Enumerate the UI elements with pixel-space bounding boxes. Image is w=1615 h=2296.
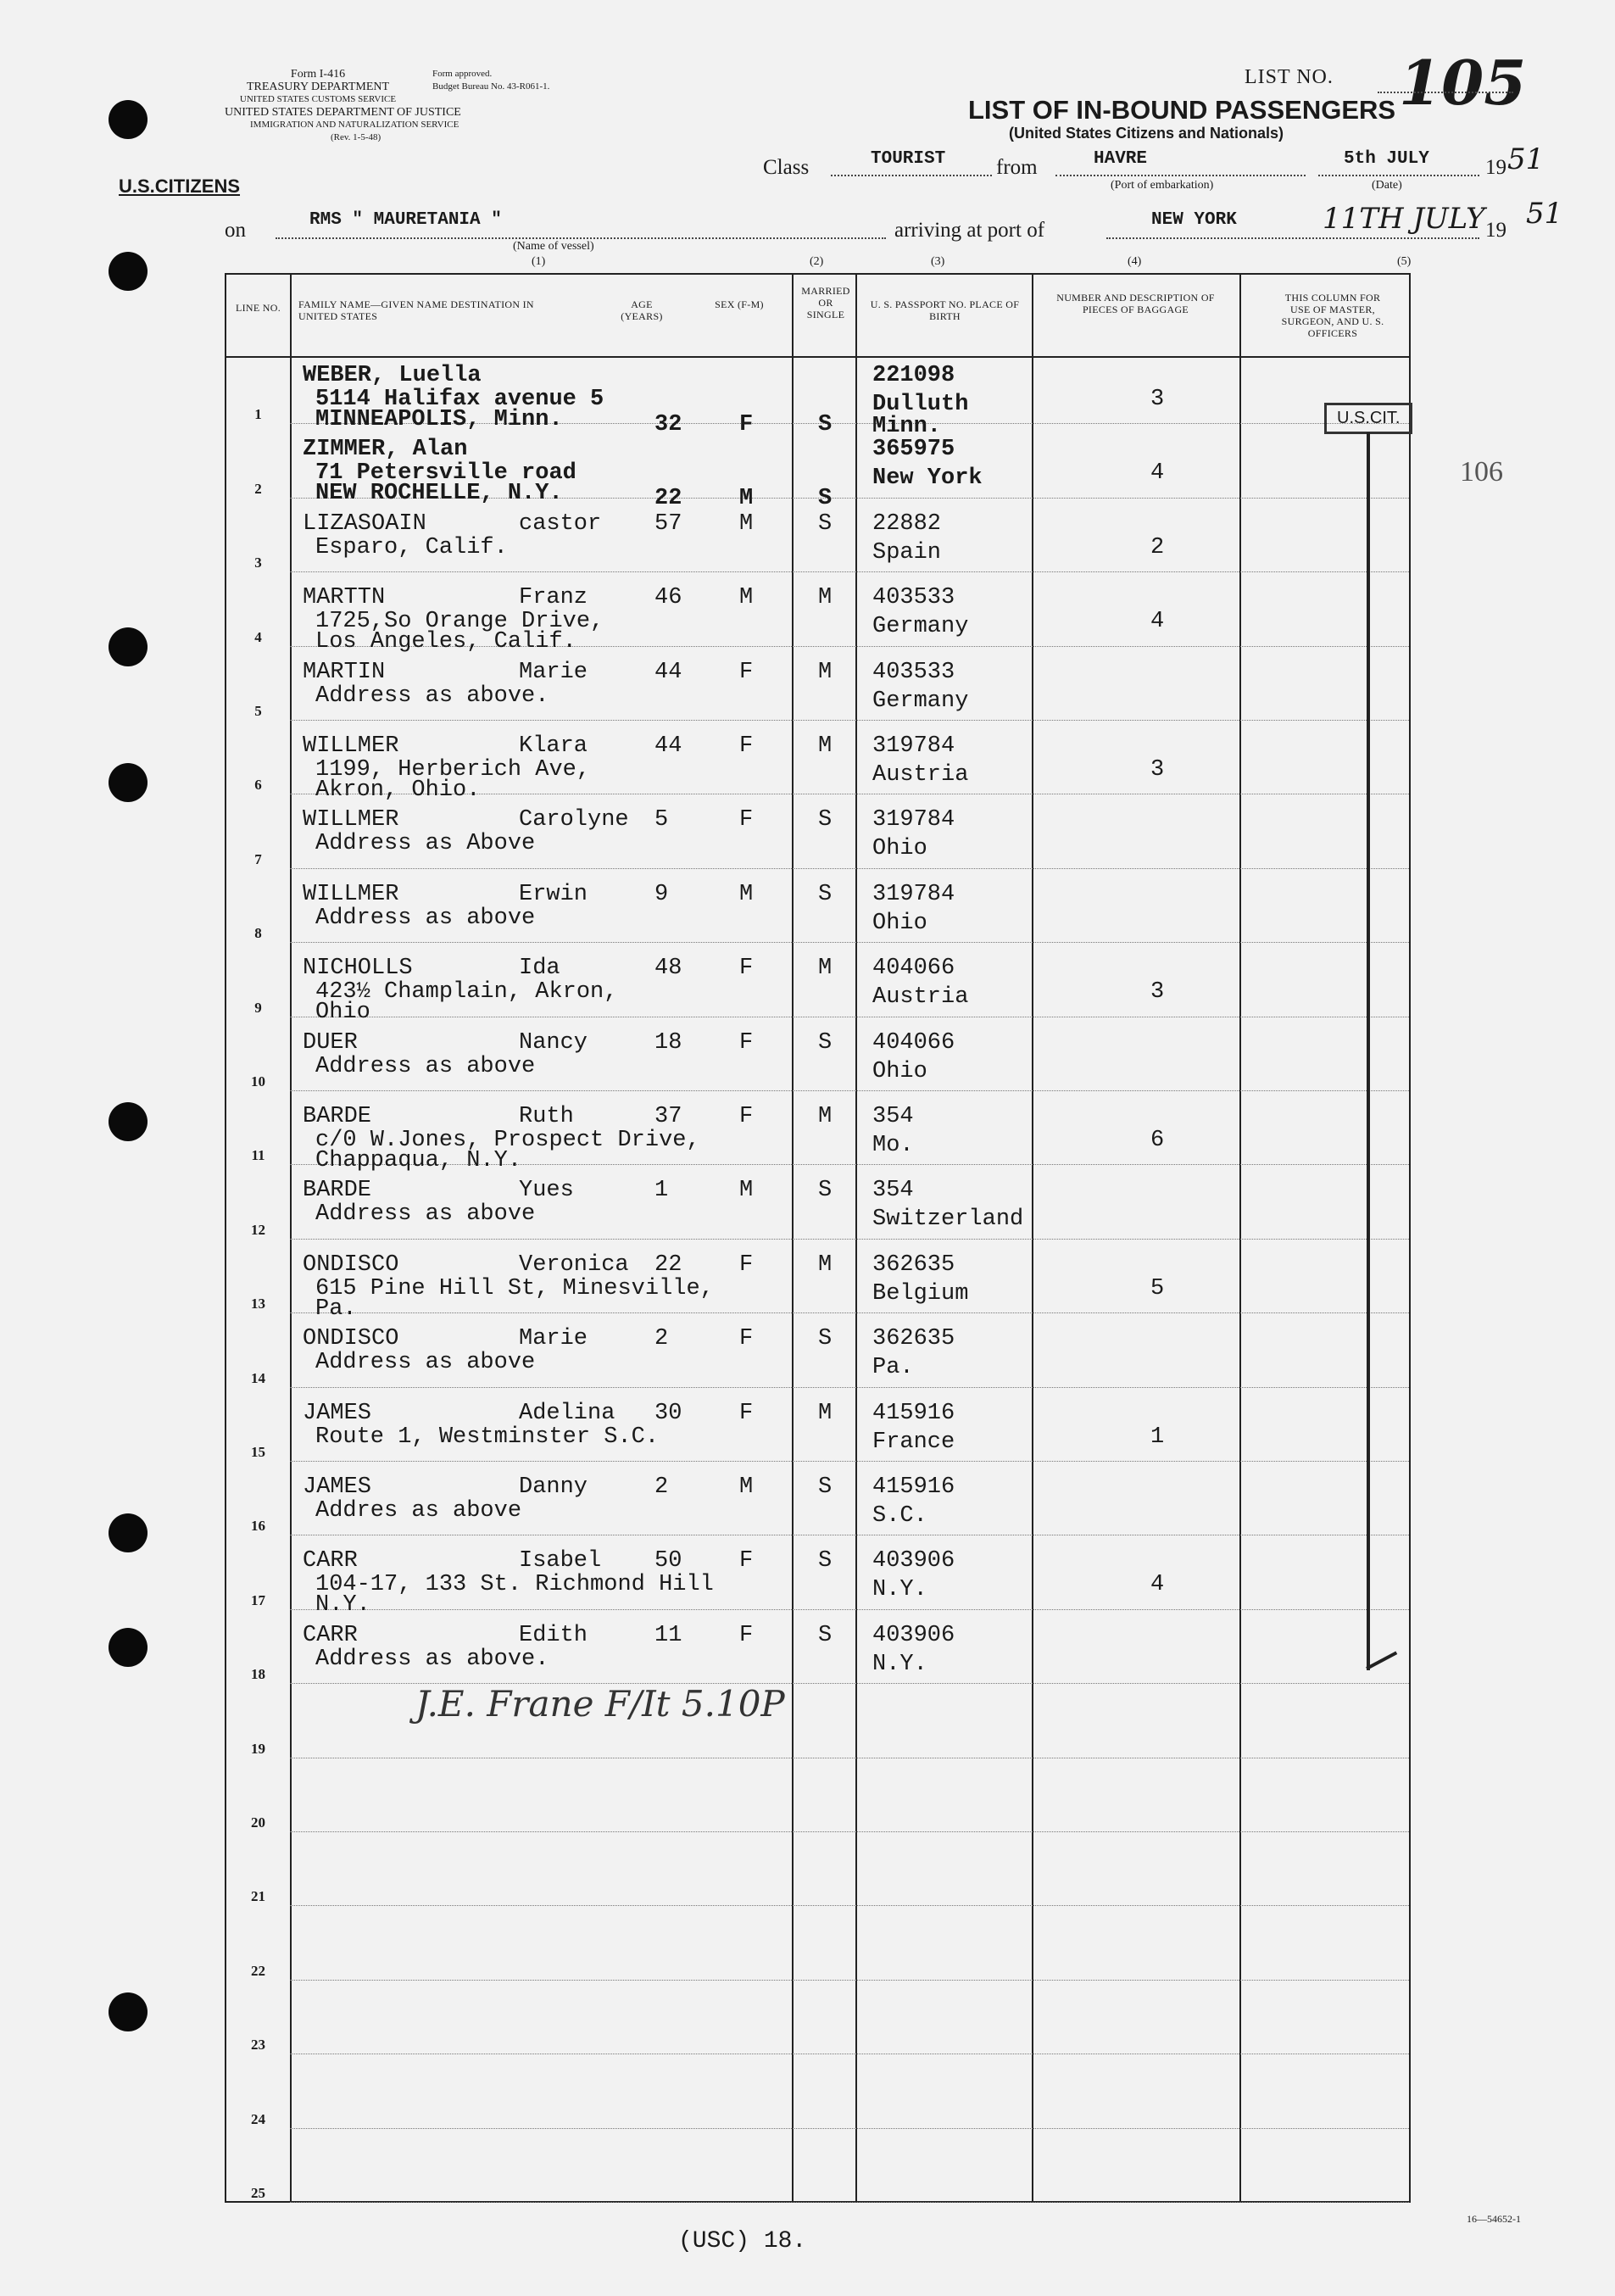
passenger-given-name: Marie	[519, 1326, 588, 1352]
dept-treasury: TREASURY DEPARTMENT	[246, 81, 390, 93]
passenger-address: 71 Petersville road	[315, 460, 576, 487]
passenger-sex: F	[739, 1104, 754, 1129]
passenger-baggage: 5	[1150, 1275, 1165, 1301]
passenger-family-name: BARDE	[303, 1178, 372, 1204]
passenger-marital-status: S	[818, 881, 833, 907]
passenger-family-name: MARTTN	[303, 585, 386, 611]
passenger-marital-status: S	[818, 807, 833, 833]
passenger-given-name: Yues	[519, 1178, 574, 1204]
passenger-passport-no: 365975	[872, 437, 955, 463]
passenger-marital-status: S	[818, 1178, 833, 1204]
print-number: 16—54652-1	[1467, 2213, 1521, 2225]
passenger-address: Addres as above	[315, 1498, 522, 1524]
passenger-address: Esparo, Calif.	[315, 534, 508, 560]
passenger-family-name: JAMES	[303, 1474, 372, 1500]
us-citizen-stamp: U.S.CIT.	[1324, 403, 1412, 434]
line-number: 4	[254, 628, 262, 645]
passenger-age: 2	[654, 1326, 669, 1352]
line-number: 15	[251, 1444, 265, 1460]
passenger-passport-no: 403906	[872, 1622, 955, 1648]
line-number: 7	[254, 850, 262, 867]
line-number: 25	[251, 2185, 265, 2201]
officer-signature: J.E. Frane F/It 5.10P	[415, 1683, 785, 1725]
passenger-birthplace: N.Y.	[872, 1651, 927, 1677]
passenger-age: 44	[654, 733, 682, 759]
passenger-address: 1725,So Orange Drive,	[315, 609, 604, 635]
passenger-family-name: CARR	[303, 1622, 358, 1648]
class-label: Class	[763, 156, 810, 179]
passenger-passport-no: 362635	[872, 1326, 955, 1352]
footer-code: (USC) 18.	[678, 2228, 807, 2254]
passenger-family-name: WILLMER	[303, 807, 399, 833]
passenger-family-name: ONDISCO	[303, 1326, 399, 1352]
passenger-birthplace: Austria	[872, 762, 969, 788]
form-header-block	[220, 68, 627, 144]
passenger-baggage: 3	[1150, 757, 1165, 783]
passenger-sex: M	[739, 1474, 754, 1500]
line-number: 3	[254, 554, 262, 571]
passenger-birthplace: New York	[872, 465, 983, 492]
customs-service: UNITED STATES CUSTOMS SERVICE	[239, 94, 397, 104]
passenger-address: 5114 Halifax avenue 5	[315, 387, 604, 412]
passenger-age: 46	[654, 585, 682, 611]
budget-bureau: Budget Bureau No. 43-R061-1.	[432, 81, 550, 92]
col-header-passport: U. S. PASSPORT NO. PLACE OF BIRTH	[870, 298, 1020, 322]
passenger-birthplace: Ohio	[872, 836, 927, 862]
form-approved: Form approved.	[432, 69, 493, 79]
passenger-passport-no: 415916	[872, 1400, 955, 1426]
passenger-given-name: Erwin	[519, 881, 588, 907]
passenger-passport-no: 403533	[872, 585, 955, 611]
passenger-address: Address as above	[315, 1201, 536, 1228]
passenger-sex: M	[739, 585, 754, 611]
passenger-address: 423½ Champlain, Akron,	[315, 979, 618, 1006]
class-value: TOURIST	[871, 149, 946, 169]
line-number: 19	[251, 1740, 265, 1757]
passenger-family-name: MARTIN	[303, 659, 386, 685]
binder-hole	[109, 100, 148, 139]
passenger-birthplace: Dulluth	[872, 392, 969, 417]
line-number: 13	[251, 1296, 265, 1312]
passenger-passport-no: 319784	[872, 807, 955, 833]
passenger-birthplace: Belgium	[872, 1280, 969, 1307]
year-2: 51	[1526, 197, 1563, 231]
passenger-passport-no: 415916	[872, 1474, 955, 1500]
page-title: LIST OF IN-BOUND PASSENGERS	[968, 95, 1396, 125]
col-header-name: FAMILY NAME—GIVEN NAME DESTINATION IN UNITED STATES	[298, 298, 534, 322]
passenger-birthplace: Switzerland	[872, 1207, 1024, 1233]
col-num-5: (5)	[1397, 255, 1412, 268]
passenger-baggage: 1	[1150, 1424, 1165, 1450]
passenger-address: Chappaqua, N.Y.	[315, 1148, 522, 1173]
passenger-birthplace: Spain	[872, 539, 942, 566]
vessel-col-number: (1)	[532, 255, 546, 268]
vessel-name: RMS " MAURETANIA "	[309, 210, 502, 230]
passenger-address: NEW ROCHELLE, N.Y.	[315, 481, 563, 507]
passenger-passport-no: 404066	[872, 956, 955, 982]
passenger-passport-no: 362635	[872, 1251, 955, 1278]
passenger-marital-status: M	[818, 585, 833, 611]
passenger-marital-status: S	[818, 486, 833, 512]
passenger-sex: M	[739, 1178, 754, 1204]
passenger-given-name: Klara	[519, 733, 588, 759]
passenger-sex: F	[739, 1029, 754, 1056]
col-header-baggage: NUMBER AND DESCRIPTION OF PIECES OF BAGGAGE	[1056, 292, 1215, 315]
col-num-3: (3)	[931, 255, 945, 268]
passenger-birthplace: Germany	[872, 614, 969, 640]
passenger-address: Ohio	[315, 1000, 370, 1026]
passenger-sex: M	[739, 510, 754, 537]
binder-hole	[109, 763, 148, 802]
line-number: 6	[254, 777, 262, 794]
col-num-2: (2)	[810, 255, 824, 268]
passenger-marital-status: S	[818, 1548, 833, 1574]
passenger-marital-status: S	[818, 1474, 833, 1500]
line-number: 24	[251, 2110, 265, 2127]
passenger-family-name: ZIMMER, Alan	[303, 437, 468, 463]
passenger-family-name: CARR	[303, 1548, 358, 1574]
line-number: 8	[254, 925, 262, 942]
passenger-given-name: Veronica	[519, 1251, 629, 1278]
date-caption: (Date)	[1372, 179, 1402, 192]
passenger-address: N.Y.	[315, 1592, 370, 1619]
passenger-birthplace: N.Y.	[872, 1577, 927, 1603]
passenger-address: Los Angeles, Calif.	[315, 629, 576, 655]
passenger-given-name: Ruth	[519, 1104, 574, 1129]
passenger-baggage: 4	[1150, 460, 1165, 487]
passenger-baggage: 3	[1150, 979, 1165, 1006]
passenger-family-name: NICHOLLS	[303, 956, 413, 982]
passenger-given-name: Edith	[519, 1622, 588, 1648]
stamp-number: 106	[1460, 456, 1503, 488]
year-prefix-1: 19	[1485, 156, 1506, 179]
binder-hole	[109, 252, 148, 291]
passenger-sex: F	[739, 659, 754, 685]
passenger-age: 1	[654, 1178, 669, 1204]
passenger-baggage: 2	[1150, 534, 1165, 560]
dept-justice: UNITED STATES DEPARTMENT OF JUSTICE	[225, 106, 461, 119]
passenger-age: 32	[654, 412, 682, 437]
year-prefix-2: 19	[1485, 219, 1506, 242]
immigration-service: IMMIGRATION AND NATURALIZATION SERVICE	[250, 120, 459, 130]
revision: (Rev. 1-5-48)	[331, 132, 381, 142]
passenger-marital-status: S	[818, 510, 833, 537]
passenger-birthplace: Ohio	[872, 1058, 927, 1084]
list-no-label: LIST NO.	[1245, 66, 1334, 88]
passenger-given-name: Carolyne	[519, 807, 629, 833]
line-number: 5	[254, 703, 262, 719]
line-number: 17	[251, 1591, 265, 1608]
passenger-address: MINNEAPOLIS, Minn.	[315, 407, 563, 432]
line-number: 18	[251, 1666, 265, 1683]
passenger-birthplace: Ohio	[872, 910, 927, 936]
passenger-passport-no: 354	[872, 1104, 914, 1129]
passenger-sex: F	[739, 1326, 754, 1352]
passenger-address: Address as above	[315, 905, 536, 931]
passenger-address: Route 1, Westminster S.C.	[315, 1424, 660, 1450]
passenger-family-name: ONDISCO	[303, 1251, 399, 1278]
passenger-marital-status: M	[818, 1400, 833, 1426]
line-number: 21	[251, 1888, 265, 1905]
passenger-given-name: Nancy	[519, 1029, 588, 1056]
passenger-address: 1199, Herberich Ave,	[315, 757, 591, 783]
col-header-age: AGE (YEARS)	[621, 298, 663, 322]
passenger-sex: M	[739, 486, 754, 512]
passenger-age: 18	[654, 1029, 682, 1056]
col-header-sex: SEX (F-M)	[715, 298, 764, 310]
passenger-age: 48	[654, 956, 682, 982]
col-header-line-no: LINE NO.	[235, 302, 281, 314]
binder-hole	[109, 1513, 148, 1552]
passenger-sex: F	[739, 1622, 754, 1648]
passenger-marital-status: M	[818, 1251, 833, 1278]
passenger-address: 104-17, 133 St. Richmond Hill	[315, 1572, 714, 1598]
embark-port: HAVRE	[1094, 149, 1148, 169]
passenger-birthplace: Minn.	[872, 414, 942, 439]
arriving-label: arriving at port of	[894, 219, 1045, 242]
passenger-birthplace: Mo.	[872, 1133, 914, 1158]
line-number: 11	[251, 1147, 265, 1164]
passenger-sex: M	[739, 881, 754, 907]
citizen-category: U.S.CITIZENS	[119, 176, 241, 197]
passenger-given-name: Ida	[519, 956, 560, 982]
passenger-given-name: castor	[519, 510, 602, 537]
passenger-passport-no: 403906	[872, 1548, 955, 1574]
passenger-birthplace: France	[872, 1429, 955, 1455]
passenger-address: Akron, Ohio.	[315, 777, 481, 803]
passenger-marital-status: S	[818, 1029, 833, 1056]
passenger-given-name: Franz	[519, 585, 588, 611]
line-number: 10	[251, 1073, 265, 1089]
binder-hole	[109, 1102, 148, 1141]
arrival-date: 11TH JULY	[1323, 202, 1485, 236]
passenger-baggage: 6	[1150, 1128, 1165, 1153]
passenger-age: 37	[654, 1104, 682, 1129]
passenger-sex: F	[739, 1400, 754, 1426]
line-number: 14	[251, 1369, 265, 1386]
passenger-marital-status: M	[818, 1104, 833, 1129]
year-1: 51	[1507, 142, 1545, 176]
passenger-sex: F	[739, 807, 754, 833]
passenger-family-name: JAMES	[303, 1400, 372, 1426]
passenger-sex: F	[739, 1548, 754, 1574]
passenger-address: Address as Above	[315, 831, 536, 857]
col-header-married: MARRIED OR SINGLE	[801, 285, 850, 320]
passenger-age: 22	[654, 486, 682, 512]
passenger-address: Pa.	[315, 1296, 357, 1322]
passenger-sex: F	[739, 733, 754, 759]
binder-hole	[109, 1628, 148, 1667]
passenger-table	[225, 273, 1411, 2203]
passenger-address: 615 Pine Hill St, Minesville,	[315, 1275, 714, 1301]
passenger-birthplace: S.C.	[872, 1503, 927, 1529]
passenger-passport-no: 319784	[872, 733, 955, 759]
passenger-passport-no: 221098	[872, 363, 955, 388]
passenger-family-name: BARDE	[303, 1104, 372, 1129]
passenger-birthplace: Pa.	[872, 1355, 914, 1381]
passenger-family-name: WILLMER	[303, 733, 399, 759]
passenger-address: Address as above	[315, 1053, 536, 1079]
passenger-sex: F	[739, 412, 754, 437]
passenger-age: 2	[654, 1474, 669, 1500]
passenger-family-name: LIZASOAIN	[303, 510, 426, 537]
passenger-address: c/0 W.Jones, Prospect Drive,	[315, 1128, 700, 1153]
line-number: 2	[254, 480, 262, 497]
passenger-sex: F	[739, 956, 754, 982]
arrival-port: NEW YORK	[1151, 210, 1237, 230]
passenger-age: 5	[654, 807, 669, 833]
passenger-passport-no: 22882	[872, 510, 942, 537]
vessel-caption: (Name of vessel)	[513, 240, 594, 253]
binder-hole	[109, 1992, 148, 2031]
line-number: 12	[251, 1221, 265, 1238]
passenger-age: 30	[654, 1400, 682, 1426]
passenger-age: 11	[654, 1622, 682, 1648]
line-number: 20	[251, 1814, 265, 1831]
passenger-passport-no: 403533	[872, 659, 955, 685]
passenger-address: Address as above.	[315, 683, 549, 709]
page-subtitle: (United States Citizens and Nationals)	[1009, 125, 1284, 142]
line-number: 23	[251, 2037, 265, 2054]
passenger-sex: F	[739, 1251, 754, 1278]
passenger-given-name: Adelina	[519, 1400, 615, 1426]
passenger-passport-no: 354	[872, 1178, 914, 1204]
line-number: 22	[251, 1962, 265, 1979]
passenger-given-name: Isabel	[519, 1548, 602, 1574]
passenger-given-name: Marie	[519, 659, 588, 685]
passenger-marital-status: M	[818, 659, 833, 685]
passenger-family-name: WEBER, Luella	[303, 363, 482, 388]
passenger-marital-status: S	[818, 1326, 833, 1352]
passenger-age: 44	[654, 659, 682, 685]
passenger-baggage: 4	[1150, 1572, 1165, 1598]
passenger-passport-no: 319784	[872, 881, 955, 907]
passenger-given-name: Danny	[519, 1474, 588, 1500]
list-number: 105	[1399, 47, 1527, 119]
passenger-age: 50	[654, 1548, 682, 1574]
passenger-baggage: 4	[1150, 609, 1165, 635]
binder-hole	[109, 627, 148, 666]
passenger-address: Address as above.	[315, 1646, 549, 1672]
passenger-marital-status: M	[818, 956, 833, 982]
passenger-age: 9	[654, 881, 669, 907]
line-number: 1	[254, 406, 262, 423]
passenger-marital-status: S	[818, 1622, 833, 1648]
passenger-marital-status: M	[818, 733, 833, 759]
line-number: 16	[251, 1518, 265, 1535]
passenger-passport-no: 404066	[872, 1029, 955, 1056]
col-num-4: (4)	[1128, 255, 1142, 268]
on-label: on	[225, 219, 246, 242]
col-header-officers: THIS COLUMN FOR USE OF MASTER, SURGEON, AND U. S. OFFICERS	[1281, 292, 1384, 339]
passenger-age: 57	[654, 510, 682, 537]
port-embark-caption: (Port of embarkation)	[1111, 179, 1214, 192]
passenger-marital-status: S	[818, 412, 833, 437]
from-label: from	[996, 156, 1038, 179]
passenger-birthplace: Austria	[872, 984, 969, 1011]
form-number: Form I-416	[290, 68, 346, 81]
passenger-baggage: 3	[1150, 387, 1165, 412]
passenger-birthplace: Germany	[872, 688, 969, 714]
line-number: 9	[254, 999, 262, 1016]
passenger-address: Address as above	[315, 1350, 536, 1376]
passenger-family-name: WILLMER	[303, 881, 399, 907]
embark-date: 5th JULY	[1344, 149, 1429, 169]
passenger-family-name: DUER	[303, 1029, 358, 1056]
passenger-age: 22	[654, 1251, 682, 1278]
